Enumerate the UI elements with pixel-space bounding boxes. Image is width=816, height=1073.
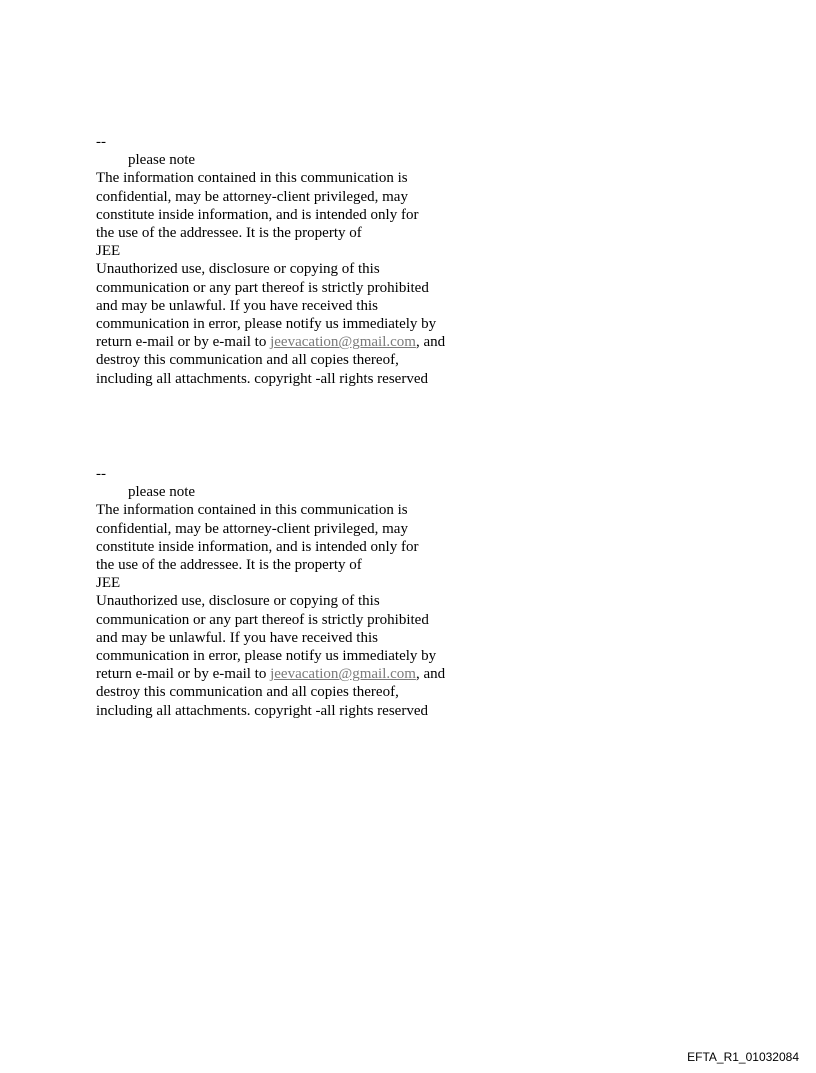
notice-line: constitute inside information, and is intended only for (96, 206, 419, 223)
email-prefix: return e-mail or by e-mail to (96, 334, 271, 351)
email-suffix: , and (415, 666, 446, 683)
notice-line: including all attachments. copyright -all rights reserved (96, 370, 428, 387)
notice-line: The information contained in this communication is (96, 170, 408, 187)
notice-line: JEE (96, 243, 121, 260)
email-prefix: return e-mail or by e-mail to (96, 666, 271, 683)
notice-line: constitute inside information, and is intended only for (96, 538, 419, 555)
document-id: EFTA_R1_01032084 (687, 1050, 799, 1064)
notice-line: confidential, may be attorney-client privileged, may (96, 188, 408, 205)
notice-line: JEE (96, 575, 121, 592)
email-suffix: , and (415, 334, 446, 351)
confidentiality-notice-1 (96, 133, 516, 388)
notice-line: the use of the addressee. It is the property of (96, 557, 362, 574)
notice-heading: please note (128, 484, 196, 501)
notice-line: destroy this communication and all copies thereof, (96, 684, 399, 701)
email-link[interactable]: jeevacation@gmail.com (270, 334, 416, 351)
notice-heading: please note (128, 152, 196, 169)
notice-line: Unauthorized use, disclosure or copying of this (96, 593, 380, 610)
separator: -- (96, 466, 106, 482)
notice-line: the use of the addressee. It is the property of (96, 225, 362, 242)
notice-line: communication or any part thereof is strictly prohibited (96, 611, 429, 628)
notice-email-line (96, 333, 516, 351)
separator: -- (96, 134, 106, 150)
notice-line: and may be unlawful. If you have received this (96, 629, 378, 646)
email-link[interactable]: jeevacation@gmail.com (270, 666, 416, 683)
notice-line: and may be unlawful. If you have received this (96, 297, 378, 314)
notice-line: communication in error, please notify us immediately by (96, 648, 437, 665)
notice-line: Unauthorized use, disclosure or copying of this (96, 261, 380, 278)
notice-line: destroy this communication and all copies thereof, (96, 352, 399, 369)
notice-line: communication in error, please notify us immediately by (96, 316, 437, 333)
notice-line: communication or any part thereof is strictly prohibited (96, 279, 429, 296)
notice-email-line (96, 665, 516, 683)
confidentiality-notice-2 (96, 465, 516, 720)
notice-line: The information contained in this communication is (96, 502, 408, 519)
notice-line: including all attachments. copyright -all rights reserved (96, 702, 428, 719)
notice-line: confidential, may be attorney-client privileged, may (96, 520, 408, 537)
